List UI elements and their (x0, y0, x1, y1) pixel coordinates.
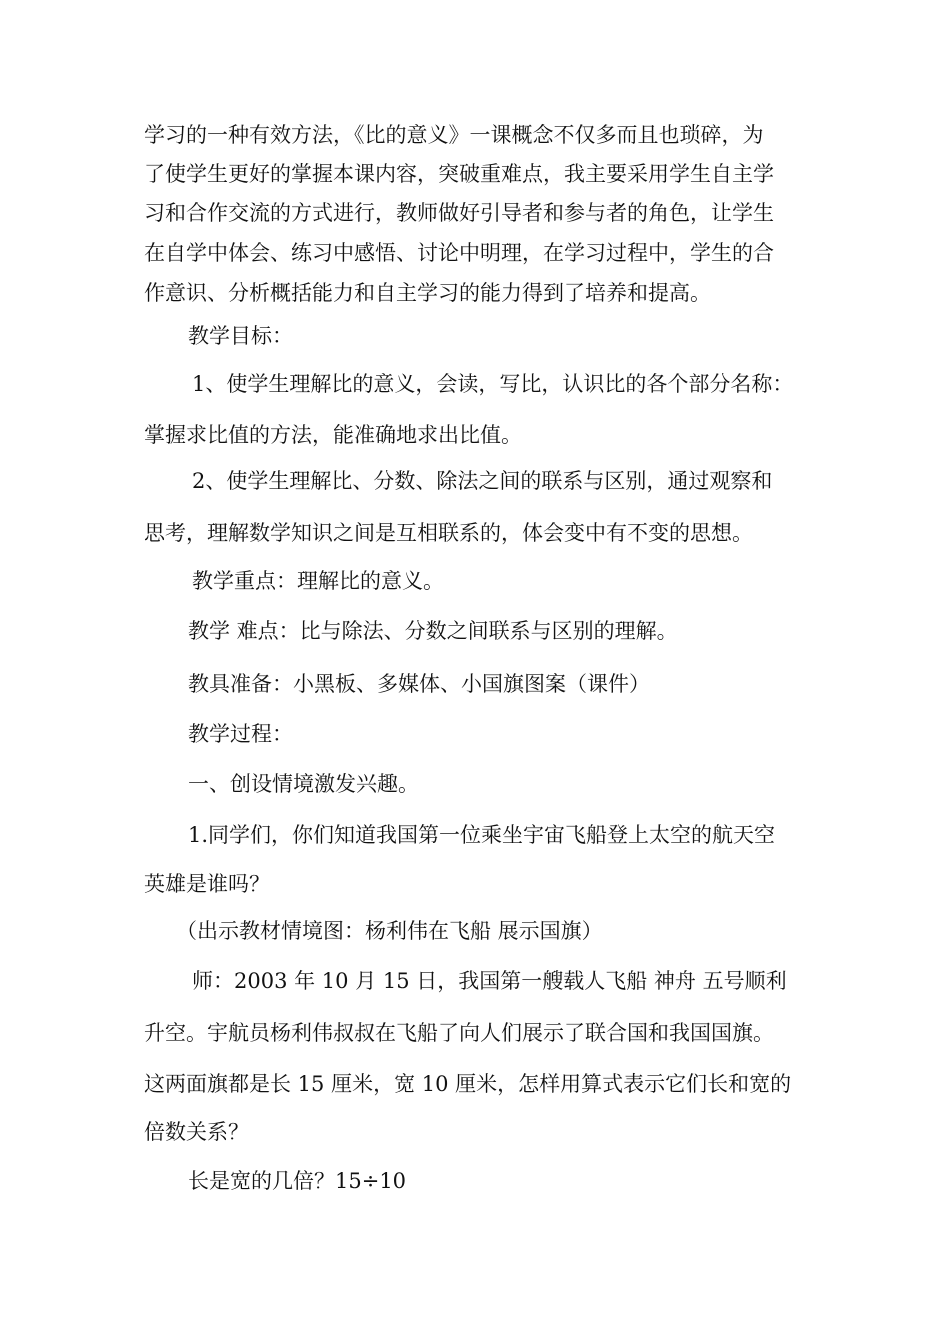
process-heading: 教学过程： (188, 722, 293, 746)
question-line: 1.同学们，你们知道我国第一位乘坐宇宙飞船登上太空的航天空 (188, 823, 776, 847)
difficulty: 教学 难点：比与除法、分数之间联系与区别的理解。 (188, 619, 678, 643)
ratio-question: 长是宽的几倍？15÷10 (188, 1169, 407, 1193)
teacher-line: 这两面旗都是长 15 厘米，宽 10 厘米，怎样用算式表示它们长和宽的 (144, 1072, 792, 1096)
goal-heading: 教学目标： (188, 324, 293, 348)
goal-1-line: 掌握求比值的方法，能准确地求出比值。 (144, 423, 522, 447)
section-heading: 一、创设情境激发兴趣。 (188, 772, 419, 796)
teacher-line: 倍数关系？ (144, 1120, 249, 1144)
question-line: 英雄是谁吗？ (144, 872, 270, 896)
paragraph-line: 作意识、分析概括能力和自主学习的能力得到了培养和提高。 (144, 281, 711, 305)
goal-2-line: 2、使学生理解比、分数、除法之间的联系与区别，通过观察和 (192, 469, 773, 493)
teacher-line: 师：2003 年 10 月 15 日，我国第一艘载人飞船 神舟 五号顺利 (192, 969, 787, 993)
paragraph-line: 学习的一种有效方法，《比的意义》一课概念不仅多而且也琐碎，为 (144, 123, 764, 147)
paragraph-line: 了使学生更好的掌握本课内容，突破重难点，我主要采用学生自主学 (144, 162, 774, 186)
paragraph-line: 习和合作交流的方式进行，教师做好引导者和参与者的角色，让学生 (144, 201, 774, 225)
teacher-line: 升空。宇航员杨利伟叔叔在飞船了向人们展示了联合国和我国国旗。 (144, 1021, 774, 1045)
goal-1-line: 1、使学生理解比的意义，会读，写比，认识比的各个部分名称： (192, 372, 794, 396)
paragraph-line: 在自学中体会、练习中感悟、讨论中明理，在学习过程中，学生的合 (144, 241, 774, 265)
tools: 教具准备：小黑板、多媒体、小国旗图案（课件） (188, 672, 650, 696)
show-note: （出示教材情境图：杨利伟在飞船 展示国旗） (176, 919, 603, 943)
key-point: 教学重点：理解比的意义。 (192, 569, 444, 593)
goal-2-line: 思考，理解数学知识之间是互相联系的，体会变中有不变的思想。 (144, 521, 753, 545)
